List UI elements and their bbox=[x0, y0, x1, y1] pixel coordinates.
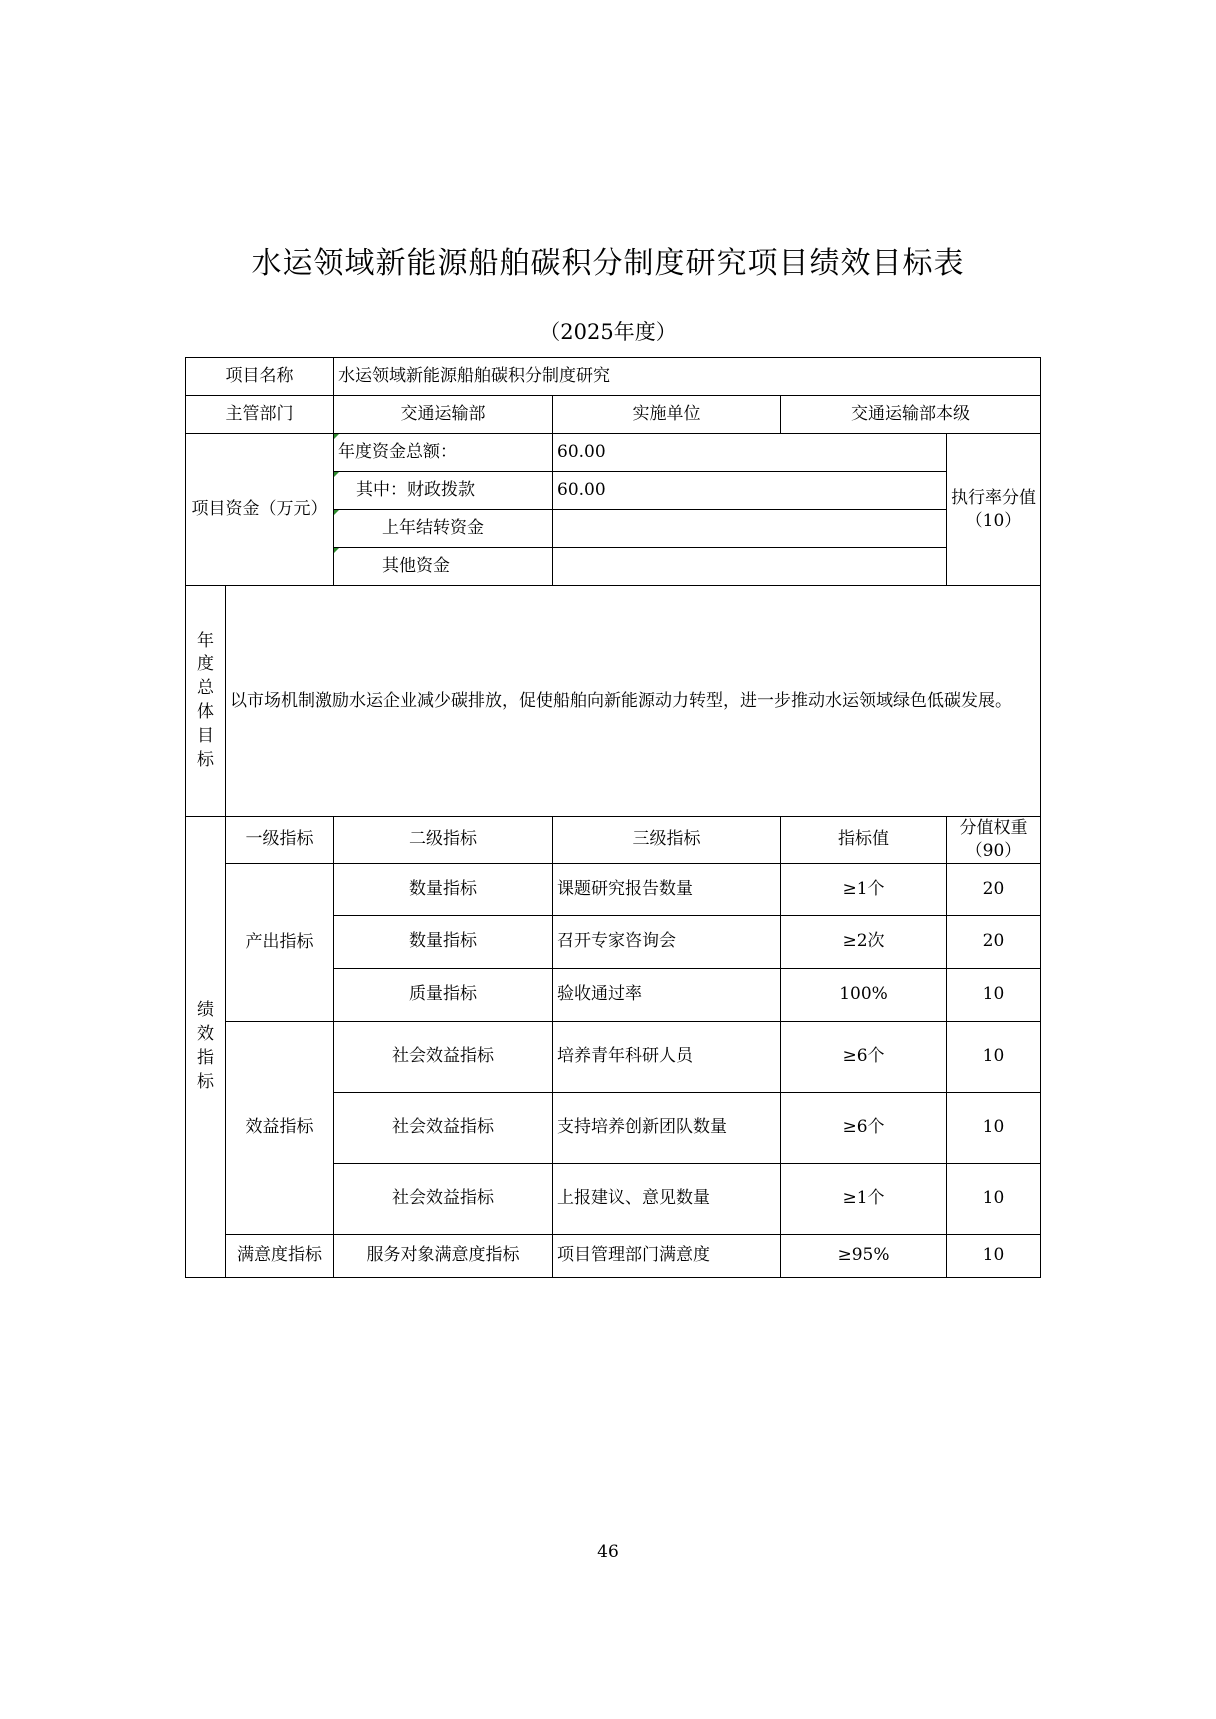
value-cell: ≥6个 bbox=[781, 1021, 947, 1092]
header-level1: 一级指标 bbox=[226, 817, 334, 864]
page-number: 46 bbox=[597, 1542, 619, 1562]
funds-label: 项目资金（万元） bbox=[186, 434, 334, 586]
funds-carryover-value bbox=[553, 510, 947, 548]
level3-cell: 上报建议、意见数量 bbox=[553, 1163, 781, 1234]
output-indicator-label: 产出指标 bbox=[226, 863, 334, 1021]
annual-goal-label: 年度总体目标 bbox=[186, 586, 226, 817]
level2-cell: 服务对象满意度指标 bbox=[334, 1234, 553, 1277]
level3-cell: 培养青年科研人员 bbox=[553, 1021, 781, 1092]
value-cell: ≥6个 bbox=[781, 1092, 947, 1163]
unit-label: 实施单位 bbox=[553, 396, 781, 434]
funds-total-label: 年度资金总额： bbox=[334, 434, 553, 472]
level2-cell: 数量指标 bbox=[334, 915, 553, 968]
level2-cell: 社会效益指标 bbox=[334, 1092, 553, 1163]
page-title: 水运领域新能源船舶碳积分制度研究项目绩效目标表 bbox=[251, 246, 965, 281]
indicator-row bbox=[186, 1021, 1041, 1092]
header-weight: 分值权重（90） bbox=[947, 817, 1041, 864]
level3-cell: 支持培养创新团队数量 bbox=[553, 1092, 781, 1163]
unit-value: 交通运输部本级 bbox=[781, 396, 1041, 434]
project-name-row bbox=[186, 358, 1041, 396]
weight-cell: 10 bbox=[947, 1021, 1041, 1092]
weight-cell: 10 bbox=[947, 1092, 1041, 1163]
weight-cell: 10 bbox=[947, 1163, 1041, 1234]
benefit-indicator-label: 效益指标 bbox=[226, 1021, 334, 1234]
annual-goal-text: 以市场机制激励水运企业减少碳排放，促使船舶向新能源动力转型，进一步推动水运领域绿色低碳发展。 bbox=[226, 586, 1041, 817]
funds-carryover-label: 上年结转资金 bbox=[334, 510, 553, 548]
funds-other-value bbox=[553, 548, 947, 586]
weight-cell: 20 bbox=[947, 863, 1041, 915]
value-cell: ≥2次 bbox=[781, 915, 947, 968]
value-cell: ≥95% bbox=[781, 1234, 947, 1277]
indicator-row bbox=[186, 1234, 1041, 1277]
funds-total-row bbox=[186, 434, 1041, 472]
weight-cell: 10 bbox=[947, 1234, 1041, 1277]
value-cell: ≥1个 bbox=[781, 863, 947, 915]
dept-value: 交通运输部 bbox=[334, 396, 553, 434]
execution-rate-label: 执行率分值（10） bbox=[947, 434, 1041, 586]
level2-cell: 数量指标 bbox=[334, 863, 553, 915]
indicator-row bbox=[186, 863, 1041, 915]
level2-cell: 社会效益指标 bbox=[334, 1163, 553, 1234]
weight-cell: 10 bbox=[947, 968, 1041, 1021]
value-cell: 100% bbox=[781, 968, 947, 1021]
header-level2: 二级指标 bbox=[334, 817, 553, 864]
performance-label: 绩效指标 bbox=[186, 817, 226, 1278]
project-name-label: 项目名称 bbox=[186, 358, 334, 396]
dept-label: 主管部门 bbox=[186, 396, 334, 434]
page-subtitle: （2025年度） bbox=[539, 320, 677, 344]
satisfaction-indicator-label: 满意度指标 bbox=[226, 1234, 334, 1277]
funds-fiscal-label: 其中：财政拨款 bbox=[334, 472, 553, 510]
indicator-header-row bbox=[186, 817, 1041, 864]
funds-other-label: 其他资金 bbox=[334, 548, 553, 586]
project-name-value: 水运领域新能源船舶碳积分制度研究 bbox=[334, 358, 1041, 396]
funds-fiscal-value: 60.00 bbox=[553, 472, 947, 510]
level3-cell: 课题研究报告数量 bbox=[553, 863, 781, 915]
level3-cell: 召开专家咨询会 bbox=[553, 915, 781, 968]
funds-total-value: 60.00 bbox=[553, 434, 947, 472]
performance-target-table bbox=[185, 357, 1041, 1278]
level2-cell: 社会效益指标 bbox=[334, 1021, 553, 1092]
level2-cell: 质量指标 bbox=[334, 968, 553, 1021]
level3-cell: 验收通过率 bbox=[553, 968, 781, 1021]
value-cell: ≥1个 bbox=[781, 1163, 947, 1234]
department-row bbox=[186, 396, 1041, 434]
header-value: 指标值 bbox=[781, 817, 947, 864]
level3-cell: 项目管理部门满意度 bbox=[553, 1234, 781, 1277]
annual-goal-row bbox=[186, 586, 1041, 817]
weight-cell: 20 bbox=[947, 915, 1041, 968]
header-level3: 三级指标 bbox=[553, 817, 781, 864]
